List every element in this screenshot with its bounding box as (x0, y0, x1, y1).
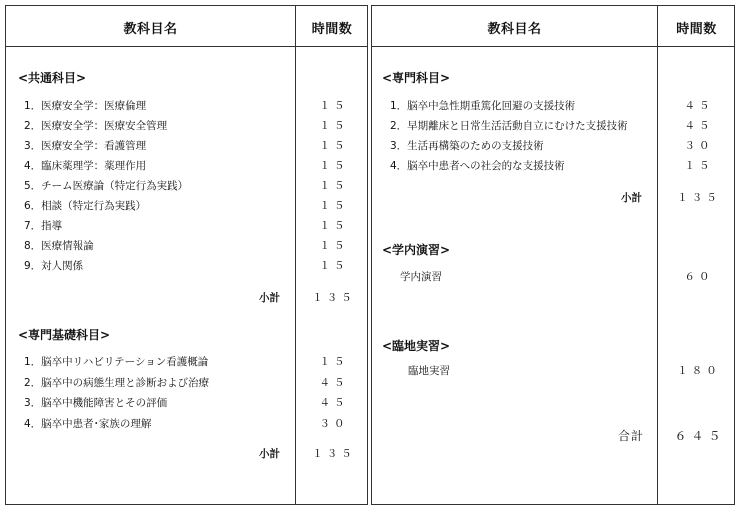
subject-item-hours: １５ (319, 180, 349, 192)
section-title-seminar: <学内演習> (382, 243, 451, 257)
subject-item-hours: ４５ (319, 397, 349, 409)
subject-item-label: 4．脳卒中患者･家族の理解 (24, 417, 152, 430)
subject-column-header: 教科目名 (123, 22, 178, 37)
subject-item-label: 3．医療安全学：看護管理 (24, 140, 147, 152)
seminar-item-hours: ６０ (684, 271, 714, 283)
subject-item-label: 1．医療安全学：医療倫理 (24, 100, 147, 112)
subject-item-hours: １５ (319, 120, 349, 132)
header-divider (6, 46, 367, 47)
subject-item-label: 2．脳卒中の病態生理と診断および治療 (24, 376, 210, 389)
curriculum-table-left (5, 5, 368, 505)
subject-item-hours: １５ (319, 240, 349, 252)
seminar-item-label: 学内演習 (400, 271, 442, 283)
subject-item-hours: １５ (319, 160, 349, 172)
subtotal-label-specialty: 小計 (621, 192, 642, 204)
section-title-basic: <専門基礎科目> (18, 328, 111, 342)
subject-item-hours: １５ (319, 356, 349, 368)
practicum-item-label: 臨地実習 (408, 365, 450, 377)
subject-item-label: 7．指導 (24, 220, 63, 232)
header-divider (372, 46, 734, 47)
total-label: 合計 (617, 429, 644, 443)
subject-item-label: 5．チーム医療論（特定行為実践） (24, 180, 189, 192)
subtotal-value-basic: １３５ (312, 448, 356, 460)
subject-item-hours: ３０ (319, 417, 349, 430)
subject-item-hours: １５ (319, 220, 349, 232)
practicum-item-hours: １８０ (677, 365, 721, 377)
subtotal-value-common: １３５ (312, 292, 356, 304)
subject-column-header: 教科目名 (487, 22, 542, 37)
subtotal-label-common: 小計 (259, 292, 280, 304)
section-title-practicum: <臨地実習> (382, 339, 451, 353)
hours-column-header: 時間数 (311, 22, 353, 37)
subject-item-hours: １５ (319, 200, 349, 212)
subject-item-hours: ４５ (684, 120, 714, 132)
subject-item-label: 4．脳卒中患者への社会的な支援技術 (390, 160, 565, 172)
subject-item-hours: １５ (319, 260, 349, 272)
subject-item-label: 6．相談（特定行為実践） (24, 200, 147, 212)
subject-item-label: 8．医療情報論 (24, 240, 94, 252)
section-title-specialty: <専門科目> (382, 71, 451, 85)
total-value: ６４５ (674, 429, 726, 443)
subject-item-hours: ３０ (684, 140, 714, 152)
subject-item-label: 4．臨床薬理学：薬理作用 (24, 160, 147, 172)
subject-item-label: 2．早期離床と日常生活活動自立にむけた支援技術 (390, 120, 628, 132)
subject-item-hours: ４５ (319, 376, 349, 389)
subject-item-hours: １５ (319, 100, 349, 112)
subject-item-label: 2．医療安全学：医療安全管理 (24, 120, 168, 132)
subject-item-label: 9．対人関係 (24, 260, 84, 272)
subtotal-value-specialty: １３５ (677, 192, 721, 204)
section-title-common: <共通科目> (18, 71, 87, 85)
hours-column-header: 時間数 (676, 22, 717, 37)
curriculum-table-right (371, 5, 735, 505)
subject-item-label: 1．脳卒中急性期重篤化回避の支援技術 (390, 100, 576, 112)
subject-item-hours: １５ (319, 140, 349, 152)
subject-item-label: 3．生活再構築のための支援技術 (390, 140, 544, 152)
subject-item-hours: ４５ (684, 100, 714, 112)
subject-item-label: 1．脳卒中リハビリテーション看護概論 (24, 356, 209, 368)
subject-item-hours: １５ (684, 160, 714, 172)
subtotal-label-basic: 小計 (259, 448, 280, 460)
subject-item-label: 3．脳卒中機能障害とその評価 (24, 397, 168, 409)
